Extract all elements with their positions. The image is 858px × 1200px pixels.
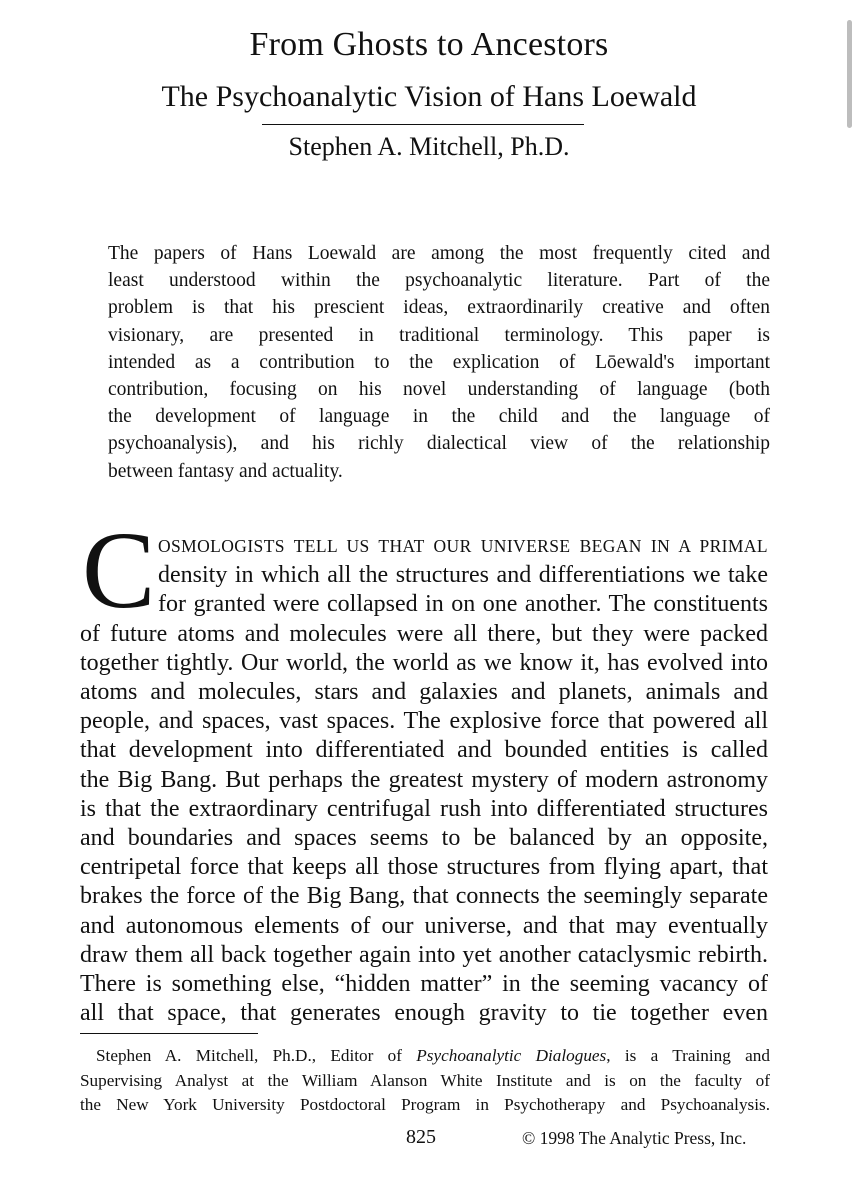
body-line: atoms and molecules, stars and galaxies and planets, animals and <box>80 679 768 706</box>
body-line: OSMOLOGISTS TELL US THAT OUR UNIVERSE BEGAN IN A PRIMAL <box>158 536 768 556</box>
body-line: for granted were collapsed in on one another. The constituents <box>158 591 768 618</box>
abstract-line: problem is that his prescient ideas, extraordinarily creative and often <box>108 297 770 319</box>
abstract-line: least understood within the psychoanalytic literature. Part of the <box>108 270 770 292</box>
abstract-line: contribution, focusing on his novel understanding of language (both <box>108 379 770 401</box>
body-line: together tightly. Our world, the world as we know it, has evolved into <box>80 649 768 676</box>
body-line: people, and spaces, vast spaces. The explosive force that powered all <box>80 708 768 735</box>
abstract-line: the development of language in the child and the language of <box>108 406 770 428</box>
body-line: and autonomous elements of our universe, and that may eventually <box>80 912 768 939</box>
footnote-line: Supervising Analyst at the William Alanson White Institute and is on the faculty of <box>80 1070 770 1090</box>
abstract-line: intended as a contribution to the explication of Lōewald's important <box>108 351 770 373</box>
body-line: centripetal force that keeps all those structures from flying apart, that <box>80 854 768 881</box>
abstract-line: psychoanalysis), and his richly dialectical view of the relationship <box>108 433 770 455</box>
paper-author: Stephen A. Mitchell, Ph.D. <box>288 132 570 161</box>
copyright-notice: © 1998 The Analytic Press, Inc. <box>522 1128 747 1148</box>
abstract-line: The papers of Hans Loewald are among the most frequently cited and <box>108 243 770 264</box>
abstract-line: visionary, are presented in traditional terminology. This paper is <box>108 324 770 346</box>
body-line: brakes the force of the Big Bang, that connects the seemingly separate <box>80 883 768 910</box>
paper-subtitle: The Psychoanalytic Vision of Hans Loewald <box>161 80 697 113</box>
body-line: and boundaries and spaces seems to be balanced by an opposite, <box>80 825 768 852</box>
body-line: that development into differentiated and bounded entities is called <box>80 737 768 764</box>
drop-cap: C <box>82 509 156 631</box>
body-line: density in which all the structures and differentiations we take <box>158 562 768 589</box>
footnote-divider <box>80 1033 258 1034</box>
footnote-line: the New York University Postdoctoral Program in Psychotherapy and Psychoanalysis. <box>80 1095 770 1114</box>
author-footnote <box>80 1044 770 1118</box>
abstract-line: between fantasy and actuality. <box>108 460 343 482</box>
abstract <box>108 240 770 485</box>
body-line: all that space, that generates enough gravity to tie together even <box>80 1000 768 1027</box>
title-divider <box>262 124 584 125</box>
body-line: the Big Bang. But perhaps the greatest mystery of modern astronomy <box>80 766 768 793</box>
footnote-line <box>80 1044 770 1069</box>
page-number: 825 <box>406 1126 436 1148</box>
paper-title: From Ghosts to Ancestors <box>249 26 609 63</box>
journal-name: Psychoanalytic Dialogues <box>416 1046 607 1065</box>
footnote-text: Stephen A. Mitchell, Ph.D., Editor of <box>96 1046 417 1065</box>
body-line: is that the extraordinary centrifugal rush into differentiated structures <box>80 795 768 822</box>
footnote-text: , is a Training and <box>606 1046 770 1065</box>
body-line: draw them all back together again into yet another cataclysmic rebirth. <box>80 941 768 968</box>
body-text <box>80 532 768 1028</box>
body-line: of future atoms and molecules were all there, but they were packed <box>80 620 768 647</box>
body-line: There is something else, “hidden matter” in the seeming vacancy of <box>80 971 768 998</box>
